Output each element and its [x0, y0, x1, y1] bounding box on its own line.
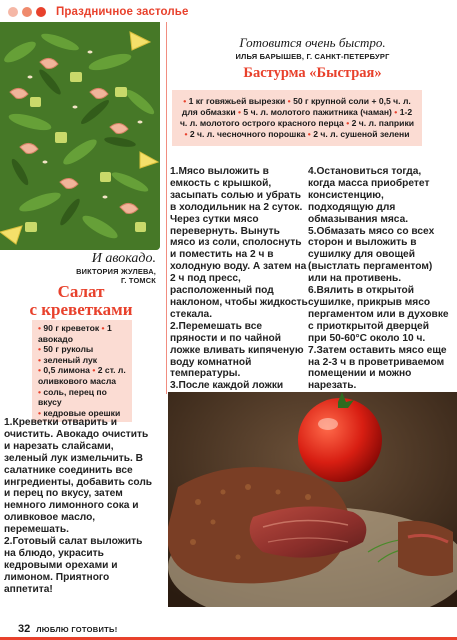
salad-recipe-title [0, 283, 162, 319]
page-footer [0, 618, 457, 640]
salad-title-line1: Салат [57, 282, 105, 301]
salad-ingredient-row [38, 344, 128, 355]
basturma-photo [168, 392, 457, 607]
salad-image [0, 22, 160, 250]
bullet-icon: • [38, 323, 44, 333]
basturma-ingredients-box [172, 90, 422, 146]
basturma-steps-col1 [170, 166, 308, 416]
basturma-ingredient: 5 ч. л. молотого пажитника (чаман) [243, 107, 395, 117]
page-number: 32 [18, 623, 31, 635]
salad-author: ВИКТОРИЯ ЖУЛЕВА, [76, 267, 156, 276]
bullet-icon: • [184, 129, 190, 139]
header-dot-2 [22, 7, 32, 17]
basturma-step: 2.Перемешать все пряности и по чайной ложке вливать кипяченую воду комнатной температуры. [170, 320, 304, 380]
salad-ingredient-row [38, 387, 128, 408]
bullet-icon: • [183, 96, 189, 106]
basturma-steps-col2 [308, 166, 450, 392]
basturma-ingredient: 2 ч. л. сушеной зелени [313, 129, 410, 139]
basturma-author: ИЛЬЯ БАРЫШЕВ, Г. САНКТ-ПЕТЕРБУРГ [235, 52, 390, 61]
basturma-ingredient: 1-2 ч. л. молотого острого красного перца [179, 107, 413, 128]
salad-ingredient: зеленый лук [43, 354, 98, 365]
bullet-icon: • [346, 118, 352, 128]
bullet-icon: • [38, 386, 44, 397]
salad-city: Г. ТОМСК [120, 276, 156, 285]
basturma-ingredient: 1 кг говяжьей вырезки [188, 96, 288, 106]
basturma-step: 3.После каждой ложки [170, 380, 284, 392]
header-dot-1 [8, 7, 18, 17]
section-title: Праздничное застолье [56, 6, 189, 18]
bullet-icon: • [89, 365, 98, 376]
basturma-ingredient: 2 ч. л. паприки [351, 118, 415, 128]
salad-ingredient-row [38, 323, 128, 344]
basturma-quote: Готовится очень быстро. [239, 35, 386, 50]
salad-ingredient: 2 ст. л. оливкового масла [38, 365, 126, 386]
salad-intro-text: И авокадо. [91, 251, 156, 266]
basturma-step: 4.Остановиться тогда, когда масса приобретет консистенцию, подходящую для обмазывания мяса. [308, 166, 430, 225]
basturma-step: 7.Затем оставить мясо еще на 2-3 ч в проветриваемом помещении и можно нарезать. [308, 344, 447, 392]
salad-step: 2.Готовый салат выложить на блюдо, украсить кедровыми орехами и лимоном. Приятного аппетита! [4, 536, 143, 595]
basturma-ingredient: 2 ч. л. чесночного порошка [189, 129, 308, 139]
bullet-icon: • [238, 107, 244, 117]
magazine-name: ЛЮБЛЮ ГОТОВИТЬ! [36, 624, 118, 634]
salad-steps [4, 417, 154, 596]
salad-step: 1.Креветки отварить и очистить. Авокадо очистить и нарезать слайсами, зеленый лук измельчить. В салатнике соединить все ингредиенты, добавить соль и перец по вкусу, затем немного лимонного сока и оливковое масло, перемешать. [4, 417, 153, 536]
salad-ingredient: соль, перец по вкусу [38, 386, 107, 408]
bullet-icon: • [38, 365, 44, 376]
basturma-step: 6.Вялить в открытой сушилке, прикрыв мясо пергаментом или в духовке с приоткрытой дверцей при 50-60°С около 10 ч. [308, 285, 449, 344]
salad-title-line2: с креветками [29, 300, 133, 319]
bullet-icon: • [307, 129, 314, 139]
salad-intro [0, 250, 160, 285]
header-dot-3 [36, 7, 46, 17]
bullet-icon: • [38, 407, 44, 418]
salad-ingredients-box [32, 320, 132, 422]
column-divider [166, 22, 167, 394]
salad-photo [0, 22, 160, 250]
basturma-step: 5.Обмазать мясо со всех сторон и выложить в сушилку для овощей (выстлать пергаментом) или на противень. [308, 225, 435, 285]
salad-ingredient: 90 г креветок [43, 323, 100, 333]
basturma-ingredient: 50 г крупной соли + 0,5 ч. л. для обмазки [181, 96, 411, 117]
salad-ingredient: 1 авокадо [38, 323, 112, 344]
salad-ingredient-row [38, 355, 128, 366]
bullet-icon: • [287, 96, 294, 106]
salad-ingredient-row [38, 365, 128, 386]
salad-ingredient: 0,5 лимона [43, 365, 90, 376]
bullet-icon: • [38, 354, 44, 365]
basturma-step: 1.Мясо выложить в емкость с крышкой, засыпать солью и убрать в холодильник на 2 суток. Через сутки мясо перевернуть. Вынуть мясо из соли, сполоснуть и поместить на 2 ч в холодную воду. А затем на 2 ч под пресс, расположенный под наклоном, чтобы жидкость стекала. [170, 166, 308, 320]
bullet-icon: • [99, 323, 107, 333]
salad-ingredient: 50 г руколы [43, 344, 94, 355]
salad-ingredient: кедровые орешки [43, 407, 121, 418]
basturma-recipe-title: Бастурма «Быстрая» [243, 65, 382, 81]
section-header [8, 6, 188, 18]
bullet-icon: • [394, 107, 400, 117]
basturma-image [168, 392, 457, 607]
bullet-icon: • [38, 344, 44, 355]
